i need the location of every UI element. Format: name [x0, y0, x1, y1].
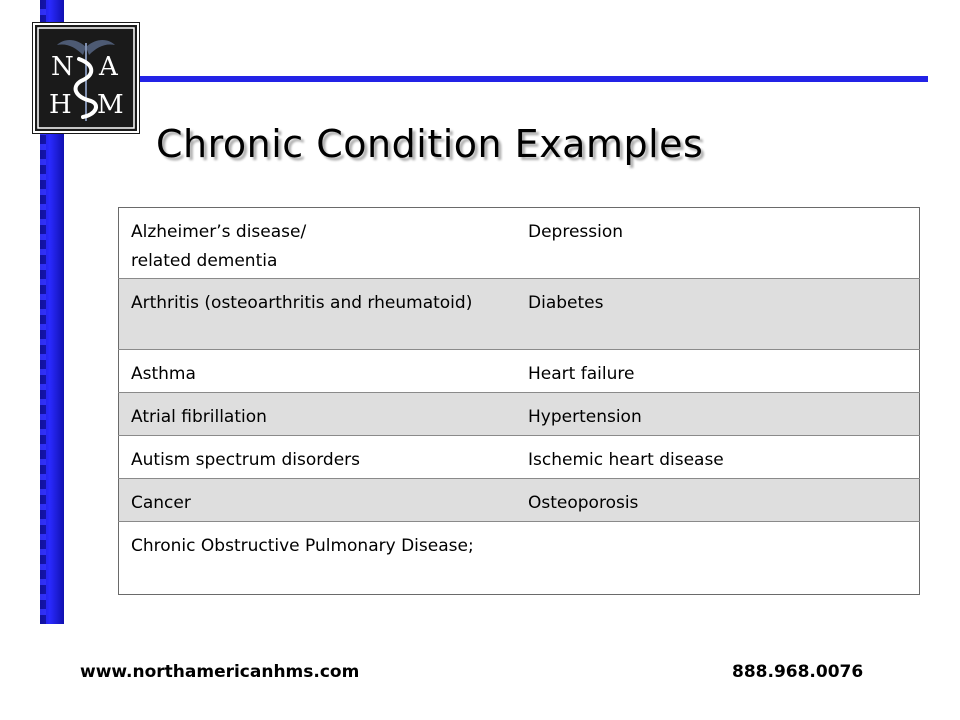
table-row — [119, 350, 920, 393]
table-cell: Diabetes — [516, 279, 920, 350]
footer-phone-number: 888.968.0076 — [732, 662, 864, 682]
naahm-logo — [33, 23, 139, 133]
table-row — [119, 393, 920, 436]
logo-letter-a: A — [99, 52, 118, 82]
table-row — [119, 479, 920, 522]
table-cell: Asthma — [119, 350, 517, 393]
table-cell — [119, 208, 517, 279]
logo-letter-m: M — [97, 90, 124, 120]
footer-website-link[interactable]: www.northamericanhms.com — [80, 662, 360, 682]
table-cell: Arthritis (osteoarthritis and rheumatoid) — [119, 279, 517, 350]
table-row — [119, 522, 920, 595]
table-cell — [516, 522, 920, 595]
conditions-table — [118, 207, 920, 595]
table-cell: Autism spectrum disorders — [119, 436, 517, 479]
logo-letter-h: H — [49, 90, 72, 120]
table-cell: Atrial fibrillation — [119, 393, 517, 436]
table-cell: Hypertension — [516, 393, 920, 436]
logo-letter-n: N — [51, 52, 74, 82]
table-row — [119, 208, 920, 279]
table-row — [119, 279, 920, 350]
table-row — [119, 436, 920, 479]
table-cell: Ischemic heart disease — [516, 436, 920, 479]
table-cell: Cancer — [119, 479, 517, 522]
table-cell: Osteoporosis — [516, 479, 920, 522]
top-accent-line — [40, 76, 928, 82]
cell-text-line: Alzheimer’s disease/ related dementia — [131, 222, 307, 271]
table-cell: Depression — [528, 222, 624, 242]
page-title: Chronic Condition Examples — [156, 122, 704, 166]
table-cell: Heart failure — [516, 350, 920, 393]
table-cell: Chronic Obstructive Pulmonary Disease; — [119, 522, 517, 595]
